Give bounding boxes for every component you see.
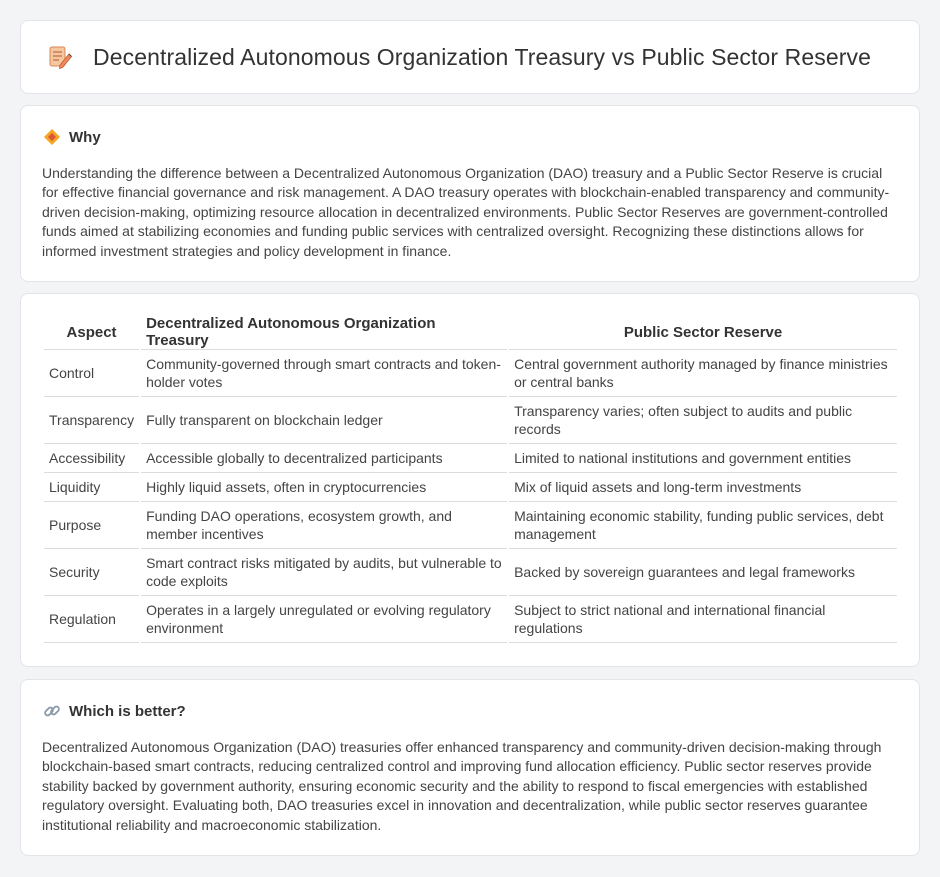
cell-dao: Funding DAO operations, ecosystem growth, and member incentives xyxy=(141,502,507,549)
cell-public: Mix of liquid assets and long-term investments xyxy=(509,473,897,502)
cell-aspect: Liquidity xyxy=(44,473,139,502)
cell-public: Maintaining economic stability, funding public services, debt management xyxy=(509,502,897,549)
why-heading: Why xyxy=(69,128,101,146)
table-row xyxy=(44,596,897,643)
table-row xyxy=(44,549,897,596)
comparison-section xyxy=(20,293,920,667)
table-row xyxy=(44,397,897,444)
document-pen-icon xyxy=(47,44,73,70)
table-row xyxy=(44,444,897,473)
page-title: Decentralized Autonomous Organization Treasury vs Public Sector Reserve xyxy=(93,43,871,70)
cell-aspect: Accessibility xyxy=(44,444,139,473)
cell-public: Backed by sovereign guarantees and legal frameworks xyxy=(509,549,897,596)
table-row xyxy=(44,502,897,549)
cell-aspect: Regulation xyxy=(44,596,139,643)
table-row xyxy=(44,473,897,502)
cell-aspect: Transparency xyxy=(44,397,139,444)
cell-dao: Fully transparent on blockchain ledger xyxy=(141,397,507,444)
cell-dao: Highly liquid assets, often in cryptocurrencies xyxy=(141,473,507,502)
cell-public: Central government authority managed by finance ministries or central banks xyxy=(509,350,897,397)
cell-dao: Accessible globally to decentralized participants xyxy=(141,444,507,473)
better-heading: Which is better? xyxy=(69,702,186,720)
cell-public: Transparency varies; often subject to audits and public records xyxy=(509,397,897,444)
better-text: Decentralized Autonomous Organization (DAO) treasuries offer enhanced transparency and community-driven decision-making through blockchain-based smart contracts, reducing centralized control and improving fund allocation efficiency. Public sector reserves provide stability backed by government authority, ensuring economic security and the ability to respond to fiscal emergencies with established regulatory oversight. Evaluating both, DAO treasuries excel in innovation and decentralization, while public sector reserves guarantee institutional reliability and macroeconomic stabilization. xyxy=(42,739,882,833)
comparison-table xyxy=(42,315,899,643)
header-public: Public Sector Reserve xyxy=(509,315,897,350)
cell-aspect: Security xyxy=(44,549,139,596)
cell-aspect: Control xyxy=(44,350,139,397)
header-aspect: Aspect xyxy=(44,315,139,350)
cell-dao: Operates in a largely unregulated or evolving regulatory environment xyxy=(141,596,507,643)
cell-public: Limited to national institutions and government entities xyxy=(509,444,897,473)
why-section xyxy=(20,105,920,282)
cell-aspect: Purpose xyxy=(44,502,139,549)
header-dao: Decentralized Autonomous Organization Treasury xyxy=(141,315,507,350)
cell-dao: Smart contract risks mitigated by audits, but vulnerable to code exploits xyxy=(141,549,507,596)
link-icon xyxy=(43,702,61,720)
diamond-icon xyxy=(43,128,61,146)
cell-dao: Community-governed through smart contracts and token-holder votes xyxy=(141,350,507,397)
cell-public: Subject to strict national and international financial regulations xyxy=(509,596,897,643)
which-better-section xyxy=(20,679,920,856)
why-text: Understanding the difference between a Decentralized Autonomous Organization (DAO) treasury and a Public Sector Reserve is crucial for effective financial governance and risk management. A DAO treasury operates with blockchain-enabled transparency and community-driven decision-making, optimizing resource allocation in decentralized environments. Public Sector Reserves are government-controlled funds aimed at stabilizing economies and funding public services with centralized oversight. Recognizing these distinctions allows for informed investment strategies and policy development in finance. xyxy=(42,165,890,259)
table-row xyxy=(44,350,897,397)
table-header-row xyxy=(44,315,897,350)
title-card xyxy=(20,20,920,94)
